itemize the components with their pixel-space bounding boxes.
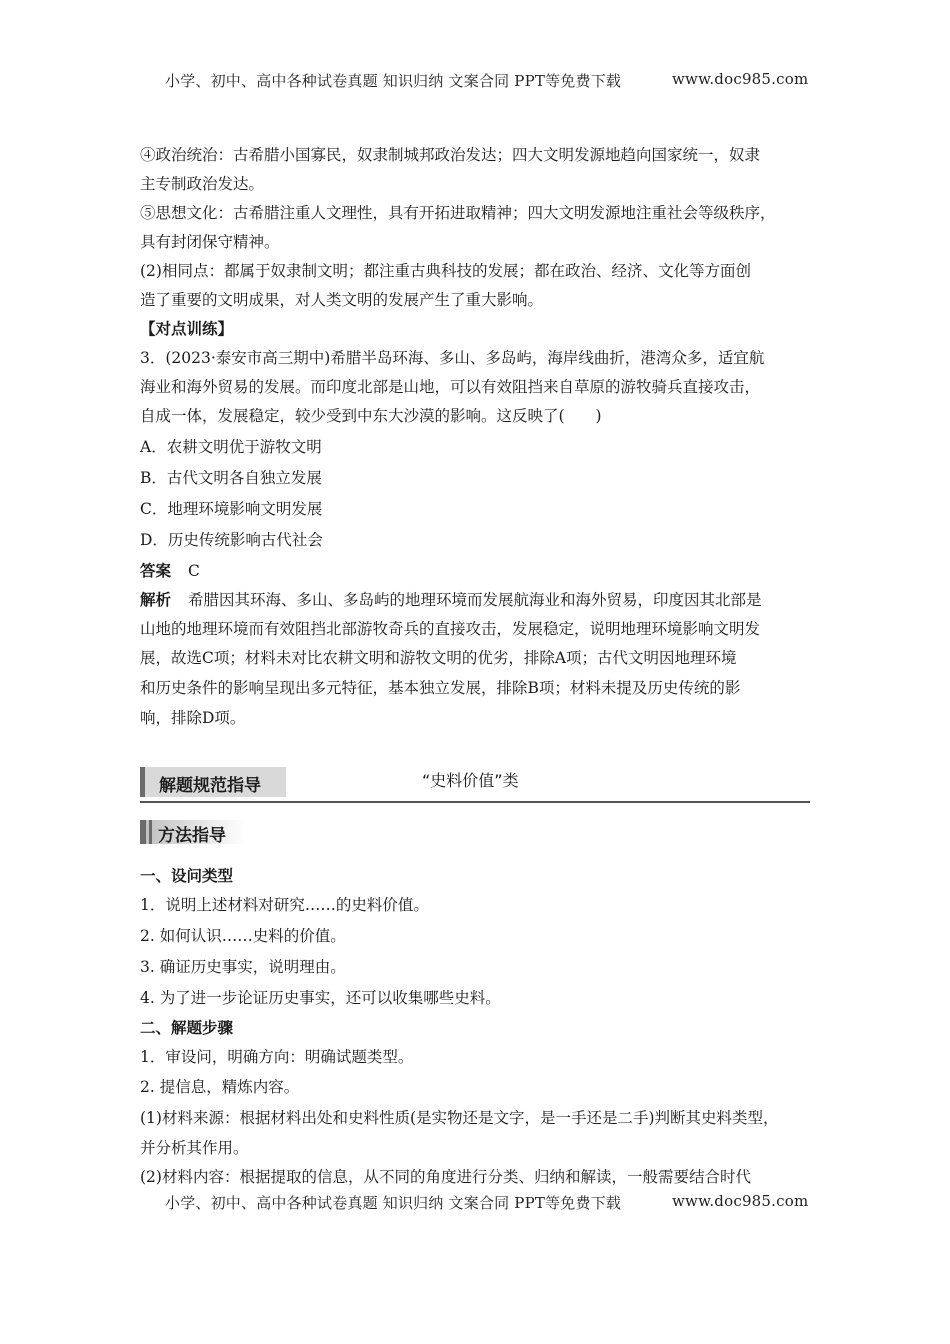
analysis-label: 解析	[140, 591, 172, 609]
option-b: B．古代文明各自独立发展	[140, 469, 322, 487]
question-line2: 海业和海外贸易的发展。而印度北部是山地，可以有效阻挡来自草原的游牧骑兵直接攻击，	[140, 378, 761, 396]
step-1: 1．审设问，明确方向：明确试题类型。	[140, 1048, 414, 1066]
item5-line1: ⑤思想文化：古希腊注重人文理性，具有开拓进取精神；四大文明发源地注重社会等级秩序，	[140, 204, 776, 222]
item4-line2: 主专制政治发达。	[140, 175, 265, 193]
common-line2: 造了重要的文明成果，对人类文明的发展产生了重大影响。	[140, 291, 544, 309]
training-heading: 【对点训练】	[140, 320, 234, 338]
footer-slogan: 小学、初中、高中各种试卷真题 知识归纳 文案合同 PPT等免费下载	[165, 1194, 622, 1212]
analysis-line5: 响，排除D项。	[140, 709, 246, 727]
part2-title: 二、解题步骤	[140, 1019, 234, 1037]
option-c: C．地理环境影响文明发展	[140, 500, 323, 518]
part1-title: 一、设问类型	[140, 867, 234, 885]
question-line1: 3．(2023·泰安市高三期中)希腊半岛环海、多山、多岛屿，海岸线曲折，港湾众多，适宜航	[140, 349, 765, 367]
method-title: 方法指导	[158, 826, 226, 846]
footer-site[interactable]: www.doc985.com	[672, 1192, 809, 1210]
option-a: A．农耕文明优于游牧文明	[140, 438, 322, 456]
analysis-text-1: 希腊因其环海、多山、多岛屿的地理环境而发展航海业和海外贸易，印度因其北部是	[187, 591, 762, 609]
answer-label: 答案	[140, 562, 172, 580]
part1-item-1: 1．说明上述材料对研究……的史料价值。	[140, 896, 429, 914]
common-line1: (2)相同点：都属于奴隶制文明；都注重古典科技的发展；都在政治、经济、文化等方面创	[140, 262, 751, 280]
analysis-line4: 和历史条件的影响呈现出多元特征，基本独立发展，排除B项；材料未提及历史传统的影	[140, 679, 741, 697]
part1-item-2: 2. 如何认识……史料的价值。	[140, 927, 346, 945]
section-divider	[140, 801, 810, 803]
analysis-line2: 山地的地理环境而有效阻挡北部游牧奇兵的直接攻击，发展稳定，说明地理环境影响文明发	[140, 620, 761, 638]
section-topic: “史料价值”类	[422, 771, 519, 790]
item5-line2: 具有封闭保守精神。	[140, 233, 280, 251]
answer-value: C	[187, 562, 200, 580]
item4-line1: ④政治统治：古希腊小国寡民，奴隶制城邦政治发达；四大文明发源地趋向国家统一，奴隶	[140, 146, 761, 164]
bar-stripe-thin	[149, 820, 152, 844]
analysis-line1	[140, 588, 761, 610]
section-title-bar	[140, 767, 286, 797]
header-site[interactable]: www.doc985.com	[672, 70, 809, 88]
question-line3: 自成一体，发展稳定，较少受到中东大沙漠的影响。这反映了( )	[140, 407, 602, 425]
header-slogan: 小学、初中、高中各种试卷真题 知识归纳 文案合同 PPT等免费下载	[165, 72, 622, 90]
part1-item-3: 3. 确证历史事实，说明理由。	[140, 958, 346, 976]
step-2: 2. 提信息，精炼内容。	[140, 1078, 300, 1096]
answer-row	[140, 559, 200, 581]
part1-item-4: 4. 为了进一步论证历史事实，还可以收集哪些史料。	[140, 989, 501, 1007]
method-title-bar	[140, 820, 244, 844]
bar-stripe	[140, 820, 146, 844]
section-title: 解题规范指导	[159, 776, 261, 796]
sub2-line1: (2)材料内容：根据提取的信息，从不同的角度进行分类、归纳和解读，一般需要结合时代	[140, 1168, 751, 1186]
sub1-line2: 并分析其作用。	[140, 1139, 249, 1157]
analysis-line3: 展，故选C项；材料未对比农耕文明和游牧文明的优劣，排除A项；古代文明因地理环境	[140, 649, 737, 667]
sub1-line1: (1)材料来源：根据材料出处和史料性质(是实物还是文字，是一手还是二手)判断其史料类型，	[140, 1109, 779, 1127]
option-d: D．历史传统影响古代社会	[140, 531, 323, 549]
